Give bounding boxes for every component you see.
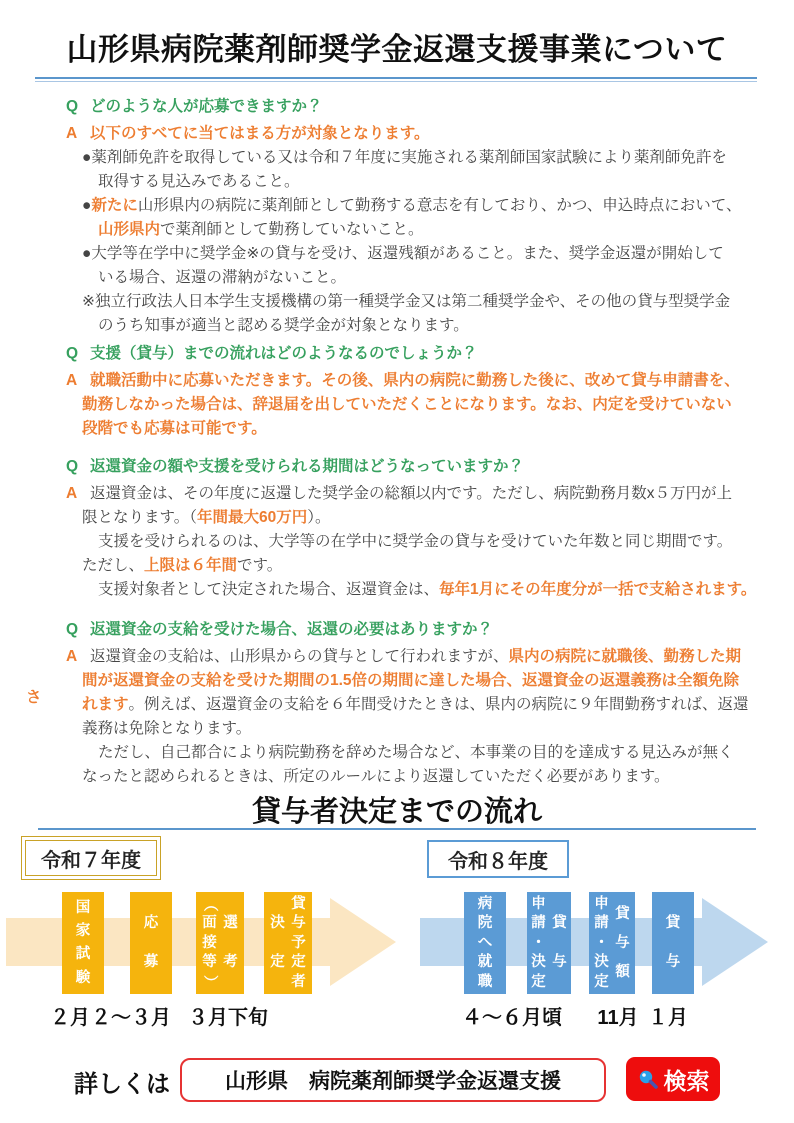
answer-lines xyxy=(58,122,758,338)
text-line: 以下のすべてに当てはまる方が対象となります。 xyxy=(90,125,430,142)
flow-step-hospital-employment xyxy=(464,892,506,994)
text-line: 勤務しなかった場合は、辞退届を出していただくことになります。なお、内定を受けていない xyxy=(82,396,732,413)
year-label-reiwa8: 令和８年度 xyxy=(427,840,569,878)
text-line: なったと認められるときは、所定のルールにより返還していただく必要があります。 xyxy=(82,768,670,785)
vertical-text-column: 国 家 試 験 xyxy=(75,899,91,986)
q-mark: Q xyxy=(66,98,79,115)
answer-block xyxy=(58,122,758,338)
flow-step-loan-amount-decision xyxy=(589,892,635,994)
text-line: 支援対象者として決定された場合、返還資金は、毎年1月にその年度分が一括で支給されます。 xyxy=(98,581,757,598)
a-mark: A xyxy=(66,125,78,142)
month-label-january: １月 xyxy=(648,1007,688,1029)
title-divider xyxy=(35,77,757,82)
flow-heading: 貸与者決定までの流れ xyxy=(251,796,542,828)
flow-step-loan xyxy=(652,892,694,994)
search-icon xyxy=(637,1068,659,1090)
vertical-text-column: 申 請 ・ 決 定 xyxy=(594,895,609,990)
vertical-text-column: 貸 与 予 定 者 xyxy=(291,895,306,990)
flow-step-loan-candidate-decision xyxy=(264,892,312,994)
month-label-apr-june: ４～６月頃 xyxy=(462,1007,562,1029)
month-label-february: ２月 xyxy=(50,1007,90,1029)
vertical-text-column: 貸 与 額 xyxy=(615,905,630,980)
text-line: ●新たに山形県内の病院に薬剤師として勤務する意志を有しており、かつ、申込時点において、 xyxy=(82,197,742,214)
vertical-text-column: 申 請 ・ 決 定 xyxy=(531,895,546,990)
vertical-text-column: （ 面 接 等 ） xyxy=(201,896,218,990)
text-line: 取得する見込みであること。 xyxy=(98,173,300,190)
vertical-text-column: 貸 与 xyxy=(552,915,567,971)
flow-step-screening xyxy=(196,892,244,994)
text-line: 間が返還資金の支給を受けた期間の1.5倍の期間に達した場合、返還資金の返還義務は全額免除 xyxy=(82,672,740,689)
answer-lines xyxy=(58,482,758,602)
vertical-text-column: 決 定 xyxy=(270,915,285,971)
vertical-text-column: 選 考 xyxy=(223,915,238,971)
year-label-reiwa7: 令和７年度 xyxy=(25,840,157,876)
question-line xyxy=(58,455,758,479)
a-mark: A xyxy=(66,372,78,389)
text-line: 返還資金は、その年度に返還した奨学金の総額以内です。ただし、病院勤務月数x５万円が上 xyxy=(90,485,733,502)
answer-block xyxy=(26,645,758,789)
answer-block xyxy=(58,369,758,441)
text-line: ただし、上限は６年間です。 xyxy=(82,557,283,574)
vertical-text-column: 貸 与 xyxy=(665,915,681,971)
details-label: 詳しくは xyxy=(74,1071,170,1098)
text-line: 義務は免除となります。 xyxy=(82,720,252,737)
search-query-box[interactable]: 山形県 病院薬剤師奨学金返還支援 xyxy=(180,1058,606,1102)
qa-section-amount-period xyxy=(58,455,758,602)
qa-section-repayment xyxy=(26,618,758,789)
text-line: 段階でも応募は可能です。 xyxy=(82,420,267,437)
text-line: ただし、自己都合により病院勤務を辞めた場合など、本事業の目的を達成する見込みが無く xyxy=(98,744,734,761)
a-mark: A xyxy=(66,485,78,502)
answer-lines xyxy=(58,369,758,441)
qa-section-eligibility xyxy=(58,95,758,338)
a-mark: A xyxy=(66,648,78,665)
text-line: いる場合、返還の滞納がないこと。 xyxy=(98,269,347,286)
qa-section-process xyxy=(58,342,758,441)
month-label-november: 11月 xyxy=(597,1007,639,1029)
question-line xyxy=(58,342,758,366)
question-text: 返還資金の支給を受けた場合、返還の必要はありますか？ xyxy=(90,621,494,638)
answer-lines xyxy=(58,645,758,789)
text-line: ●薬剤師免許を取得している又は令和７年度に実施される薬剤師国家試験により薬剤師免許を xyxy=(82,149,727,166)
text-line: 山形県内で薬剤師として勤務していないこと。 xyxy=(98,221,424,238)
q-mark: Q xyxy=(66,458,79,475)
vertical-text-column: 応 募 xyxy=(143,915,159,971)
flow-step-loan-application-decision xyxy=(527,892,571,994)
question-text: どのような人が応募できますか？ xyxy=(90,98,323,115)
q-mark: Q xyxy=(66,345,79,362)
vertical-text-column: 病 院 へ 就 職 xyxy=(477,895,493,990)
flow-step-application xyxy=(130,892,172,994)
text-line: 返還資金の支給は、山形県からの貸与として行われますが、県内の病院に就職後、勤務した期 xyxy=(90,648,742,665)
question-text: 支援（貸与）までの流れはどのようなるのでしょうか？ xyxy=(90,345,478,362)
question-text: 返還資金の額や支援を受けられる期間はどうなっていますか？ xyxy=(90,458,525,475)
margin-stray-char: さ xyxy=(26,689,42,706)
search-button[interactable] xyxy=(626,1057,720,1101)
page-title: 山形県病院薬剤師奨学金返還支援事業について xyxy=(66,32,728,67)
text-line: のうち知事が適当と認める奨学金が対象となります。 xyxy=(98,317,469,334)
search-button-label: 検索 xyxy=(663,1067,710,1094)
question-line xyxy=(58,95,758,119)
flow-divider xyxy=(38,828,756,830)
month-label-feb-march: ２～３月 xyxy=(91,1007,171,1029)
text-line: 就職活動中に応募いただきます。その後、県内の病院に勤務した後に、改めて貸与申請書を、 xyxy=(90,372,740,389)
flow-step-national-exam xyxy=(62,892,104,994)
text-line: 限となります。（年間最大60万円）。 xyxy=(82,509,331,526)
answer-block xyxy=(58,482,758,602)
text-line: ※独立行政法人日本学生支援機構の第一種奨学金又は第二種奨学金や、その他の貸与型奨学金 xyxy=(82,293,731,310)
text-line: 支援を受けられるのは、大学等の在学中に奨学金の貸与を受けていた年数と同じ期間です。 xyxy=(98,533,733,550)
q-mark: Q xyxy=(66,621,79,638)
text-line: ●大学等在学中に奨学金※の貸与を受け、返還残額があること。また、奨学金返還が開始して xyxy=(82,245,724,262)
question-line xyxy=(58,618,758,642)
month-label-late-march: ３月下旬 xyxy=(188,1007,268,1029)
text-line: れます。例えば、返還資金の支給を６年間受けたときは、県内の病院に９年間勤務すれば、返還 xyxy=(82,696,749,713)
